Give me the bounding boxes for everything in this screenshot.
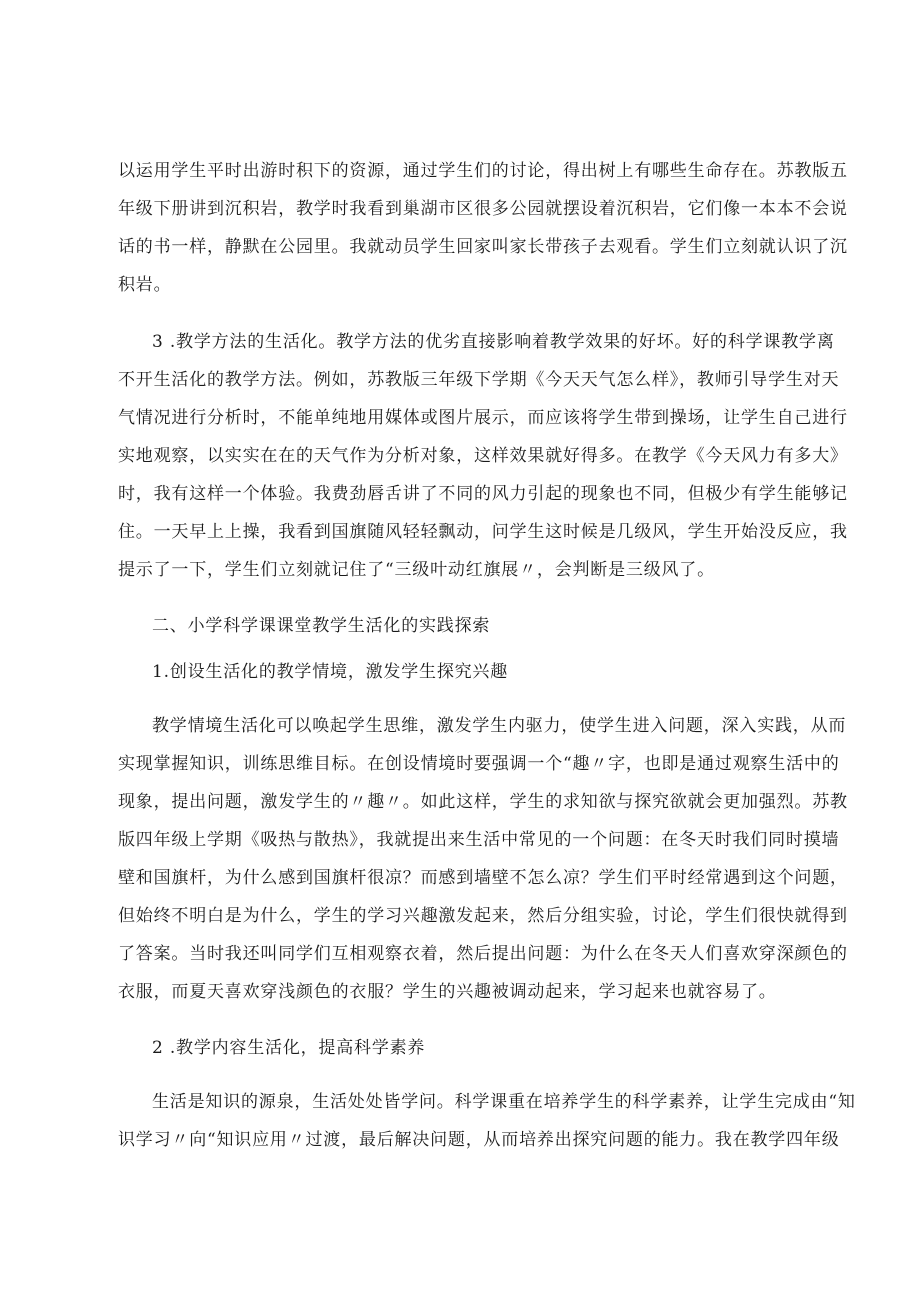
text-line: 但始终不明白是为什么，学生的学习兴趣激发起来，然后分组实验，讨论，学生们很快就得到 [118, 906, 848, 926]
text-line: 积岩。 [118, 275, 172, 295]
text-line: 3 .教学方法的生活化。教学方法的优劣直接影响着教学效果的好坏。好的科学课教学离 [152, 332, 835, 352]
text-line: 实现掌握知识，训练思维目标。在创设情境时要强调一个“趣〃字，也即是通过观察生活中的 [118, 754, 840, 774]
text-line: 识学习〃向“知识应用〃过渡，最后解决问题，从而培养出探究问题的能力。我在教学四年级 [118, 1130, 840, 1150]
text-line: 壁和国旗杆，为什么感到国旗杆很凉？而感到墙壁不怎么凉？学生们平时经常遇到这个问题， [118, 868, 848, 888]
text-line: 年级下册讲到沉积岩，教学时我看到巢湖市区很多公园就摆设着沉积岩，它们像一本本不会说 [118, 199, 848, 219]
text-line: 实地观察，以实实在在的天气作为分析对象，这样效果就好得多。在教学《今天风力有多大》 [118, 446, 848, 466]
text-line: 住。一天早上上操，我看到国旗随风轻轻飘动，问学生这时候是几级风，学生开始没反应，我 [118, 522, 848, 542]
subsection-heading: 2 .教学内容生活化，提高科学素养 [152, 1038, 426, 1058]
text-line: 生活是知识的源泉，生活处处皆学问。科学课重在培养学生的科学素养，让学生完成由“知 [152, 1092, 856, 1112]
text-line: 以运用学生平时出游时积下的资源，通过学生们的讨论，得出树上有哪些生命存在。苏教版五 [118, 161, 848, 181]
text-line: 气情况进行分析时，不能单纯地用媒体或图片展示，而应该将学生带到操场，让学生自己进行 [118, 408, 848, 428]
text-line: 教学情境生活化可以唤起学生思维，激发学生内驱力，使学生进入问题，深入实践，从而 [152, 716, 847, 736]
text-line: 现象，提出问题，激发学生的〃趣〃。如此这样，学生的求知欲与探究欲就会更加强烈。苏教 [118, 792, 848, 812]
section-heading: 二、小学科学课课堂教学生活化的实践探索 [152, 616, 491, 636]
text-line: 时，我有这样一个体验。我费劲唇舌讲了不同的风力引起的现象也不同，但极少有学生能够记 [118, 484, 848, 504]
text-line: 版四年级上学期《吸热与散热》，我就提出来生活中常见的一个问题：在冬天时我们同时摸墙 [118, 830, 840, 850]
subsection-heading: 1.创设生活化的教学情境，激发学生探究兴趣 [152, 662, 509, 682]
text-line: 提示了一下，学生们立刻就记住了“三级叶动红旗展〃，会判断是三级风了。 [118, 560, 715, 580]
text-line: 了答案。当时我还叫同学们互相观察衣着，然后提出问题：为什么在冬天人们喜欢穿深颜色的 [118, 944, 848, 964]
text-line: 衣服，而夏天喜欢穿浅颜色的衣服？学生的兴趣被调动起来，学习起来也就容易了。 [118, 982, 777, 1002]
text-line: 话的书一样，静默在公园里。我就动员学生回家叫家长带孩子去观看。学生们立刻就认识了沉 [118, 237, 848, 257]
text-line: 不开生活化的教学方法。例如，苏教版三年级下学期《今天天气怎么样》，教师引导学生对天 [118, 370, 840, 390]
